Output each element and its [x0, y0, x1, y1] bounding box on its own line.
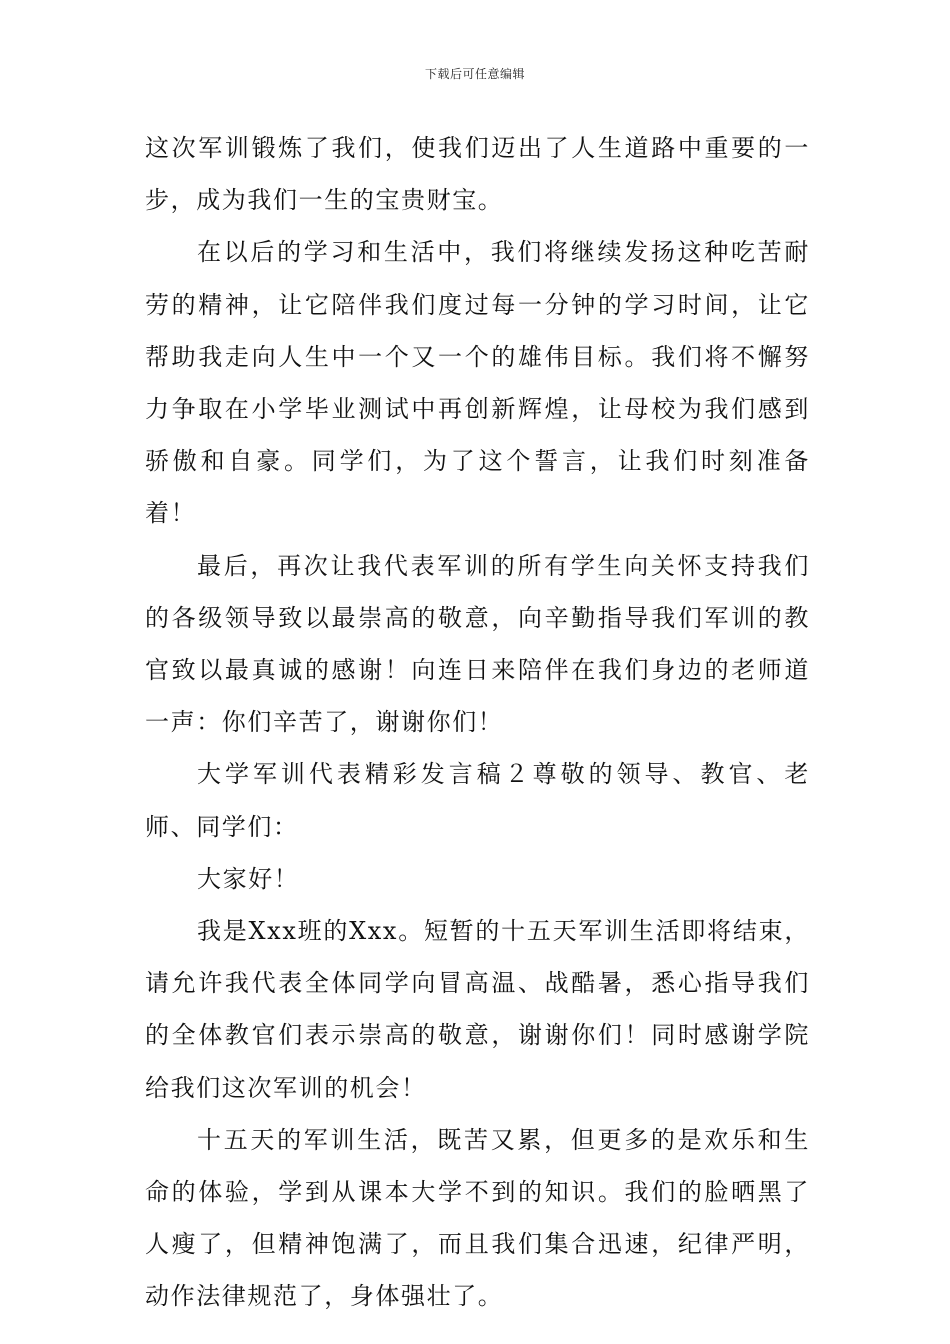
- document-body: [145, 122, 810, 1323]
- paragraph-2: 在以后的学习和生活中，我们将继续发扬这种吃苦耐劳的精神，让它陪伴我们度过每一分钟的学习时间，让它帮助我走向人生中一个又一个的雄伟目标。我们将不懈努力争取在小学毕业测试中再创新辉煌，让母校为我们感到骄傲和自豪。同学们，为了这个誓言，让我们时刻准备着！: [145, 238, 810, 528]
- paragraph-3: 最后，再次让我代表军训的所有学生向关怀支持我们的各级领导致以最崇高的敬意，向辛勤指导我们军训的教官致以最真诚的感谢！向连日来陪伴在我们身边的老师道一声：你们辛苦了，谢谢你们！: [145, 551, 810, 737]
- header-note: 下载后可任意编辑: [424, 67, 525, 81]
- paragraph-1: 这次军训锻炼了我们，使我们迈出了人生道路中重要的一步，成为我们一生的宝贵财宝。: [145, 134, 810, 215]
- paragraph-6: 我是Xxx班的Xxx。短暂的十五天军训生活即将结束，请允许我代表全体同学向冒高温、战酷暑，悉心指导我们的全体教官们表示崇高的敬意，谢谢你们！同时感谢学院给我们这次军训的机会！: [145, 917, 810, 1102]
- paragraph-5: 大家好！: [197, 864, 300, 893]
- paragraph-4: 大学军训代表精彩发言稿２尊敬的领导、教官、老师、同学们：: [145, 760, 810, 841]
- paragraph-7: 十五天的军训生活，既苦又累，但更多的是欢乐和生命的体验，学到从课本大学不到的知识。我们的脸晒黑了人瘦了，但精神饱满了，而且我们集合迅速，纪律严明，动作法律规范了，身体强壮了。: [145, 1125, 810, 1311]
